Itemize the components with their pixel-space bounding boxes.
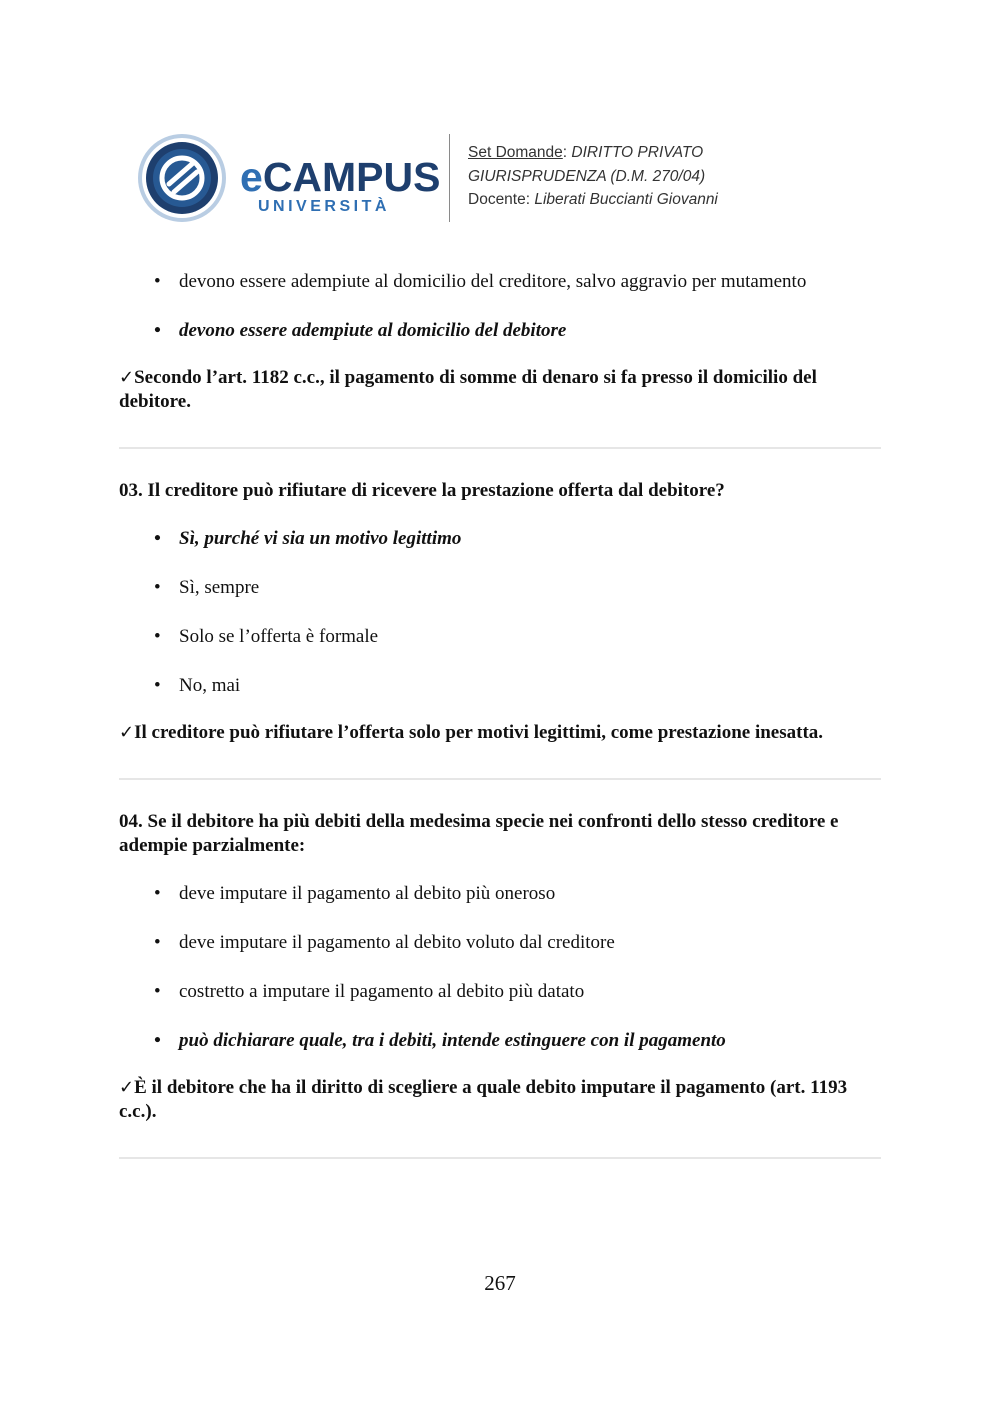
option-item-correct: • devono essere adempiute al domicilio del debitore (154, 320, 567, 341)
option-item-correct: • Sì, purché vi sia un motivo legittimo (154, 528, 462, 549)
page-number: 267 (484, 1271, 516, 1295)
options-list (119, 880, 881, 1055)
section-divider (119, 1157, 881, 1159)
question-title: 04. Se il debitore ha più debiti della medesima specie nei confronti dello stesso creditore e adempie parzialmente: (119, 811, 839, 856)
option-item: • No, mai (154, 675, 241, 696)
option-item: • deve imputare il pagamento al debito voluto dal creditore (154, 932, 615, 953)
option-item: • Solo se l’offerta è formale (154, 626, 379, 647)
page-content (119, 268, 881, 1189)
options-list (119, 268, 881, 345)
check-icon: ✓ (119, 1077, 135, 1098)
check-icon: ✓ (119, 367, 135, 388)
option-item: • Sì, sempre (154, 577, 260, 598)
set-value-2: GIURISPRUDENZA (D.M. 270/04) (468, 167, 706, 185)
answer-explanation: ✓Il creditore può rifiutare l’offerta solo per motivi legittimi, come prestazione inesatta. (119, 722, 824, 743)
section-divider (119, 778, 881, 780)
question-title: 03. Il creditore può rifiutare di ricevere la prestazione offerta dal debitore? (119, 480, 725, 501)
page-header (136, 132, 876, 224)
set-label: Set Domande (468, 144, 563, 161)
course-info: Set Domande: DIRITTO PRIVATO GIURISPRUDENZA (D.M. 270/04) Docente: Liberati Buccianti Giovanni (468, 144, 718, 208)
ecampus-wordmark: eCAMPUS UNIVERSITÀ (240, 154, 441, 215)
ecampus-seal-logo (136, 132, 228, 224)
option-item: • deve imputare il pagamento al debito più oneroso (154, 883, 556, 904)
docente-label: Docente (468, 191, 526, 208)
options-list (119, 525, 881, 700)
answer-explanation: ✓Secondo l’art. 1182 c.c., il pagamento di somme di denaro si fa presso il domicilio del debitore. (119, 367, 817, 412)
option-item: • devono essere adempiute al domicilio del creditore, salvo aggravio per mutamento (154, 271, 807, 292)
docente-value: Liberati Buccianti Giovanni (534, 191, 718, 208)
section-divider (119, 447, 881, 449)
answer-explanation: ✓È il debitore che ha il diritto di scegliere a quale debito imputare il pagamento (art. 1193 c.c.). (119, 1077, 848, 1122)
header-divider (449, 134, 450, 222)
option-item: • costretto a imputare il pagamento al debito più datato (154, 981, 585, 1002)
option-item-correct: • può dichiarare quale, tra i debiti, intende estinguere con il pagamento (154, 1030, 726, 1051)
set-value: DIRITTO PRIVATO (571, 144, 704, 161)
check-icon: ✓ (119, 722, 135, 743)
